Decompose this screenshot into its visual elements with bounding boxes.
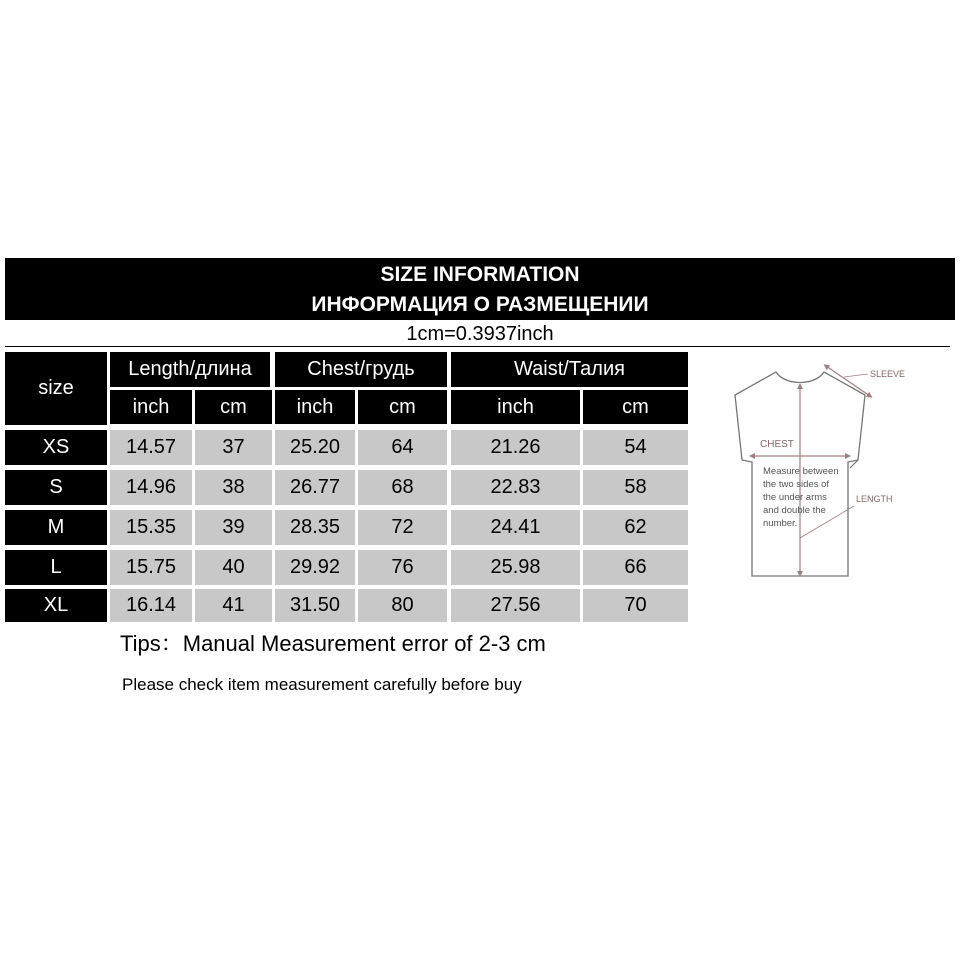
table-cell: 80 — [358, 589, 447, 622]
table-cell: 66 — [583, 550, 688, 585]
measure-note-line: number. — [763, 518, 798, 529]
size-label: XS — [5, 430, 107, 465]
length-label: LENGTH — [856, 494, 893, 504]
table-cell: 64 — [358, 430, 447, 465]
title-english: SIZE INFORMATION — [380, 263, 580, 286]
table-cell: 27.56 — [451, 589, 580, 622]
table-cell: 31.50 — [275, 589, 355, 622]
group-header-chest: Chest/грудь — [275, 352, 447, 387]
measure-note-line: the under arms — [763, 492, 827, 503]
table-cell: 41 — [195, 589, 272, 622]
size-label: XL — [5, 589, 107, 622]
measure-note-line: and double the — [763, 505, 826, 516]
title-banner — [5, 258, 955, 320]
measure-note-line: the two sides of — [763, 479, 830, 490]
group-header-length: Length/длина — [110, 352, 270, 387]
unit-header: inch — [451, 390, 580, 424]
size-label: S — [5, 470, 107, 505]
table-cell: 14.57 — [110, 430, 192, 465]
tshirt-diagram — [700, 350, 940, 590]
table-cell: 68 — [358, 470, 447, 505]
table-cell: 72 — [358, 510, 447, 545]
table-cell: 39 — [195, 510, 272, 545]
note-text: Please check item measurement carefully before buy — [122, 675, 522, 694]
table-cell: 40 — [195, 550, 272, 585]
group-header-waist: Waist/Талия — [451, 352, 688, 387]
sleeve-label: SLEEVE — [870, 369, 906, 379]
unit-header: cm — [583, 390, 688, 424]
table-cell: 14.96 — [110, 470, 192, 505]
table-cell: 58 — [583, 470, 688, 505]
sleeve-arrow — [826, 366, 870, 396]
unit-conversion: 1cm=0.3937inch — [406, 323, 554, 345]
size-label: L — [5, 550, 107, 585]
table-cell: 22.83 — [451, 470, 580, 505]
size-label: M — [5, 510, 107, 545]
table-cell: 70 — [583, 589, 688, 622]
table-cell: 26.77 — [275, 470, 355, 505]
table-cell: 15.35 — [110, 510, 192, 545]
sleeve-label-leader — [844, 374, 868, 377]
unit-header: cm — [195, 390, 272, 424]
table-cell: 76 — [358, 550, 447, 585]
unit-header: inch — [110, 390, 192, 424]
table-cell: 21.26 — [451, 430, 580, 465]
table-cell: 25.98 — [451, 550, 580, 585]
divider-line — [5, 346, 950, 347]
table-cell: 54 — [583, 430, 688, 465]
table-cell: 24.41 — [451, 510, 580, 545]
table-cell: 38 — [195, 470, 272, 505]
table-cell: 62 — [583, 510, 688, 545]
unit-header: cm — [358, 390, 447, 424]
tips-text: Tips：Manual Measurement error of 2-3 cm — [120, 631, 546, 656]
size-header: size — [5, 352, 107, 425]
table-cell: 29.92 — [275, 550, 355, 585]
table-cell: 37 — [195, 430, 272, 465]
measure-note-line: Measure between — [763, 466, 839, 477]
table-cell: 15.75 — [110, 550, 192, 585]
unit-header: inch — [275, 390, 355, 424]
title-russian: ИНФОРМАЦИЯ О РАЗМЕЩЕНИИ — [311, 293, 649, 316]
measure-note — [763, 466, 841, 529]
table-cell: 25.20 — [275, 430, 355, 465]
table-cell: 28.35 — [275, 510, 355, 545]
chest-label: CHEST — [760, 439, 794, 450]
table-cell: 16.14 — [110, 589, 192, 622]
